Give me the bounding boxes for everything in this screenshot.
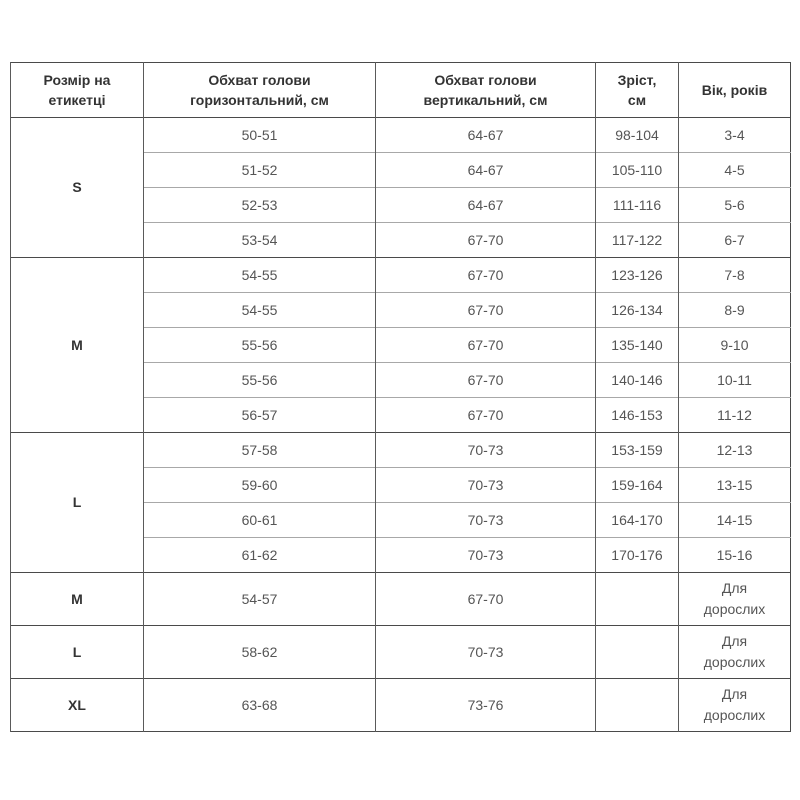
horizontal-circumference-cell: 63-68 xyxy=(144,679,376,732)
horizontal-circumference-cell: 57-58 xyxy=(144,433,376,468)
horizontal-circumference-cell: 55-56 xyxy=(144,328,376,363)
height-cell: 159-164 xyxy=(596,468,679,503)
height-cell: 117-122 xyxy=(596,223,679,258)
horizontal-circumference-cell: 61-62 xyxy=(144,538,376,573)
horizontal-circumference-cell: 54-55 xyxy=(144,293,376,328)
size-chart-container xyxy=(10,62,791,732)
column-header-age: Вік, років xyxy=(679,63,791,118)
height-cell: 164-170 xyxy=(596,503,679,538)
vertical-circumference-cell: 70-73 xyxy=(376,433,596,468)
height-cell: 146-153 xyxy=(596,398,679,433)
table-row xyxy=(11,433,791,468)
height-cell xyxy=(596,679,679,732)
height-cell: 105-110 xyxy=(596,153,679,188)
vertical-circumference-cell: 67-70 xyxy=(376,293,596,328)
age-cell: 15-16 xyxy=(679,538,791,573)
size-label-cell: S xyxy=(11,118,144,258)
horizontal-circumference-cell: 60-61 xyxy=(144,503,376,538)
age-cell: 13-15 xyxy=(679,468,791,503)
age-cell: Для дорослих xyxy=(679,679,791,732)
horizontal-circumference-cell: 54-55 xyxy=(144,258,376,293)
vertical-circumference-cell: 67-70 xyxy=(376,328,596,363)
vertical-circumference-cell: 67-70 xyxy=(376,398,596,433)
age-cell: 4-5 xyxy=(679,153,791,188)
size-label-cell: XL xyxy=(11,679,144,732)
horizontal-circumference-cell: 52-53 xyxy=(144,188,376,223)
size-chart-table xyxy=(10,62,791,732)
height-cell xyxy=(596,573,679,626)
table-row xyxy=(11,626,791,679)
vertical-circumference-cell: 64-67 xyxy=(376,118,596,153)
vertical-circumference-cell: 67-70 xyxy=(376,573,596,626)
column-header-horizontal-circumference: Обхват голови горизонтальний, см xyxy=(144,63,376,118)
height-cell: 140-146 xyxy=(596,363,679,398)
vertical-circumference-cell: 67-70 xyxy=(376,363,596,398)
age-cell: 9-10 xyxy=(679,328,791,363)
table-row xyxy=(11,573,791,626)
height-cell: 126-134 xyxy=(596,293,679,328)
size-label-cell: L xyxy=(11,433,144,573)
column-header-vertical-circumference: Обхват голови вертикальний, см xyxy=(376,63,596,118)
height-cell: 153-159 xyxy=(596,433,679,468)
age-cell: 12-13 xyxy=(679,433,791,468)
size-label-cell: L xyxy=(11,626,144,679)
age-cell: 5-6 xyxy=(679,188,791,223)
height-cell: 98-104 xyxy=(596,118,679,153)
table-row xyxy=(11,118,791,153)
height-cell xyxy=(596,626,679,679)
age-cell: 11-12 xyxy=(679,398,791,433)
horizontal-circumference-cell: 50-51 xyxy=(144,118,376,153)
age-cell: 3-4 xyxy=(679,118,791,153)
age-cell: 7-8 xyxy=(679,258,791,293)
age-cell: 14-15 xyxy=(679,503,791,538)
size-label-cell: M xyxy=(11,258,144,433)
vertical-circumference-cell: 70-73 xyxy=(376,468,596,503)
horizontal-circumference-cell: 55-56 xyxy=(144,363,376,398)
height-cell: 111-116 xyxy=(596,188,679,223)
horizontal-circumference-cell: 54-57 xyxy=(144,573,376,626)
vertical-circumference-cell: 67-70 xyxy=(376,258,596,293)
table-row xyxy=(11,258,791,293)
horizontal-circumference-cell: 53-54 xyxy=(144,223,376,258)
column-header-size: Розмір на етикетці xyxy=(11,63,144,118)
horizontal-circumference-cell: 51-52 xyxy=(144,153,376,188)
horizontal-circumference-cell: 59-60 xyxy=(144,468,376,503)
table-row xyxy=(11,679,791,732)
header-row xyxy=(11,63,791,118)
vertical-circumference-cell: 70-73 xyxy=(376,503,596,538)
vertical-circumference-cell: 64-67 xyxy=(376,153,596,188)
age-cell: Для дорослих xyxy=(679,573,791,626)
height-cell: 123-126 xyxy=(596,258,679,293)
height-cell: 135-140 xyxy=(596,328,679,363)
vertical-circumference-cell: 67-70 xyxy=(376,223,596,258)
vertical-circumference-cell: 73-76 xyxy=(376,679,596,732)
age-cell: 10-11 xyxy=(679,363,791,398)
column-header-height: Зріст, см xyxy=(596,63,679,118)
size-label-cell: M xyxy=(11,573,144,626)
age-cell: 8-9 xyxy=(679,293,791,328)
vertical-circumference-cell: 70-73 xyxy=(376,626,596,679)
age-cell: 6-7 xyxy=(679,223,791,258)
vertical-circumference-cell: 64-67 xyxy=(376,188,596,223)
horizontal-circumference-cell: 56-57 xyxy=(144,398,376,433)
horizontal-circumference-cell: 58-62 xyxy=(144,626,376,679)
vertical-circumference-cell: 70-73 xyxy=(376,538,596,573)
height-cell: 170-176 xyxy=(596,538,679,573)
age-cell: Для дорослих xyxy=(679,626,791,679)
